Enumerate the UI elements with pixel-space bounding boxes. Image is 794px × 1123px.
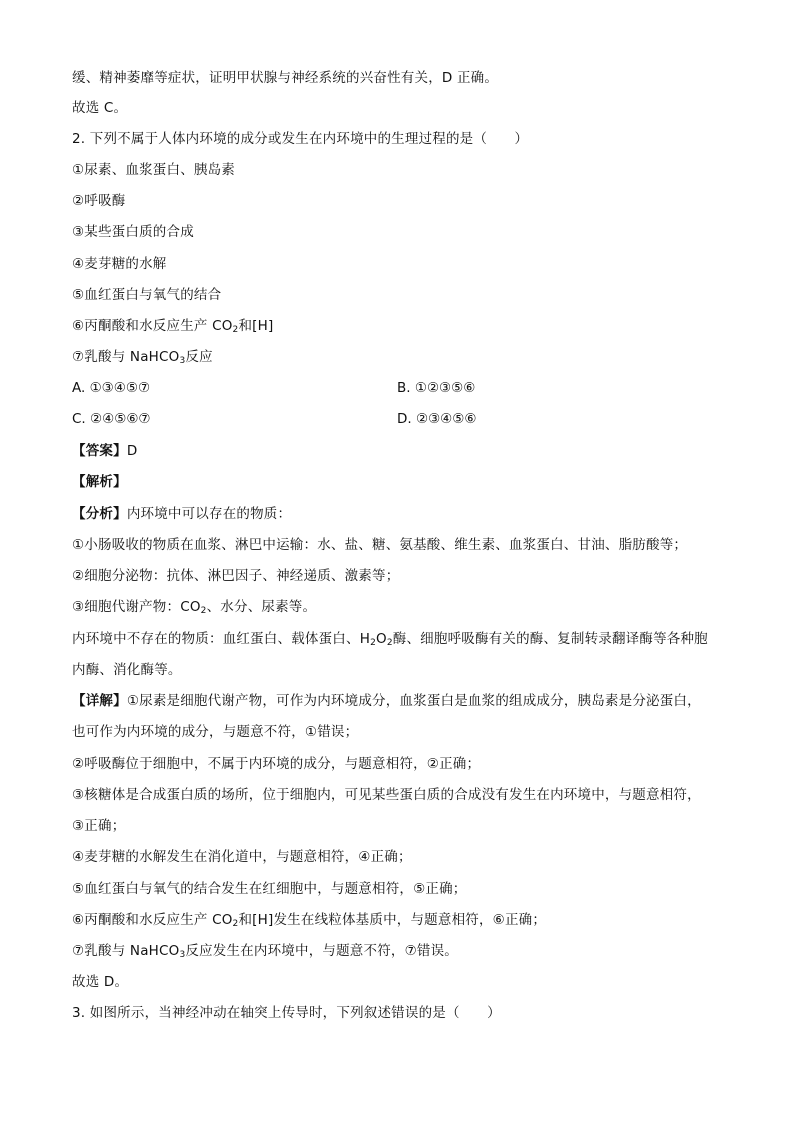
item-1: ①尿素、血浆蛋白、胰岛素 xyxy=(72,162,236,178)
option-c: C. ②④⑤⑥⑦ xyxy=(72,411,151,427)
item-2: ②呼吸酶 xyxy=(72,193,126,209)
analysis-intro: 【分析】内环境中可以存在的物质： xyxy=(72,506,292,522)
item-3: ③某些蛋白质的合成 xyxy=(72,224,194,240)
detail-line: 【详解】①尿素是细胞代谢产物，可作为内环境成分，血浆蛋白是血浆的组成成分，胰岛素是分泌蛋白， xyxy=(72,693,701,709)
analysis-line: ②细胞分泌物：抗体、淋巴因子、神经递质、激素等； xyxy=(72,568,400,584)
item-5: ⑤血红蛋白与氧气的结合 xyxy=(72,287,222,303)
analysis-line: 内酶、消化酶等。 xyxy=(72,662,182,678)
item-6: ⑥丙酮酸和水反应生产 $CO_2$和[H] xyxy=(72,318,274,335)
option-a: A. ①③④⑤⑦ xyxy=(72,380,151,396)
question-2: 2. 下列不属于人体内环境的成分或发生在内环境中的生理过程的是（ ） xyxy=(72,131,529,147)
analysis-line: ③细胞代谢产物：$CO_2$、水分、尿素等。 xyxy=(72,599,317,616)
text-line: 故选 C。 xyxy=(72,100,128,116)
detail-line: ③正确； xyxy=(72,818,126,834)
detail-line: ④麦芽糖的水解发生在消化道中，与题意相符，④正确； xyxy=(72,849,412,865)
analysis-line: ①小肠吸收的物质在血浆、淋巴中运输：水、盐、糖、氨基酸、维生素、血浆蛋白、甘油、脂肪酸等； xyxy=(72,537,688,553)
item-4: ④麦芽糖的水解 xyxy=(72,256,167,272)
conclusion-line: 故选 D。 xyxy=(72,974,129,990)
item-7: ⑦乳酸与 NaHCO$_3$反应 xyxy=(72,349,213,366)
analysis-line: 内环境中不存在的物质：血红蛋白、载体蛋白、$H_2O_2$酶、细胞呼吸酶有关的酶、复制转录翻译酶等各种胞 xyxy=(72,631,708,648)
detail-line: ⑥丙酮酸和水反应生产 $CO_2$和[H]发生在线粒体基质中，与题意相符，⑥正确； xyxy=(72,912,547,929)
detail-line: ⑦乳酸与 NaHCO$_3$反应发生在内环境中，与题意不符，⑦错误。 xyxy=(72,943,459,960)
answer-tag: 【答案】 xyxy=(72,443,127,459)
answer-line xyxy=(72,441,734,461)
option-d: D. ②③④⑤⑥ xyxy=(397,411,477,427)
question-3: 3. 如图所示，当神经冲动在轴突上传导时，下列叙述错误的是（ ） xyxy=(72,1005,501,1021)
option-b: B. ①②③⑤⑥ xyxy=(397,380,476,396)
detail-line: ⑤血红蛋白与氧气的结合发生在红细胞中，与题意相符，⑤正确； xyxy=(72,881,467,897)
answer-value: D xyxy=(126,443,138,459)
text-line: 缓、精神萎靡等症状，证明甲状腺与神经系统的兴奋性有关，D 正确。 xyxy=(72,70,499,86)
analysis-heading: 【解析】 xyxy=(72,474,127,490)
detail-line: 也可作为内环境的成分，与题意不符，①错误； xyxy=(72,724,359,740)
detail-line: ②呼吸酶位于细胞中，不属于内环境的成分，与题意相符，②正确； xyxy=(72,756,481,772)
detail-line: ③核糖体是合成蛋白质的场所，位于细胞内，可见某些蛋白质的合成没有发生在内环境中，与题意相符， xyxy=(72,787,701,803)
